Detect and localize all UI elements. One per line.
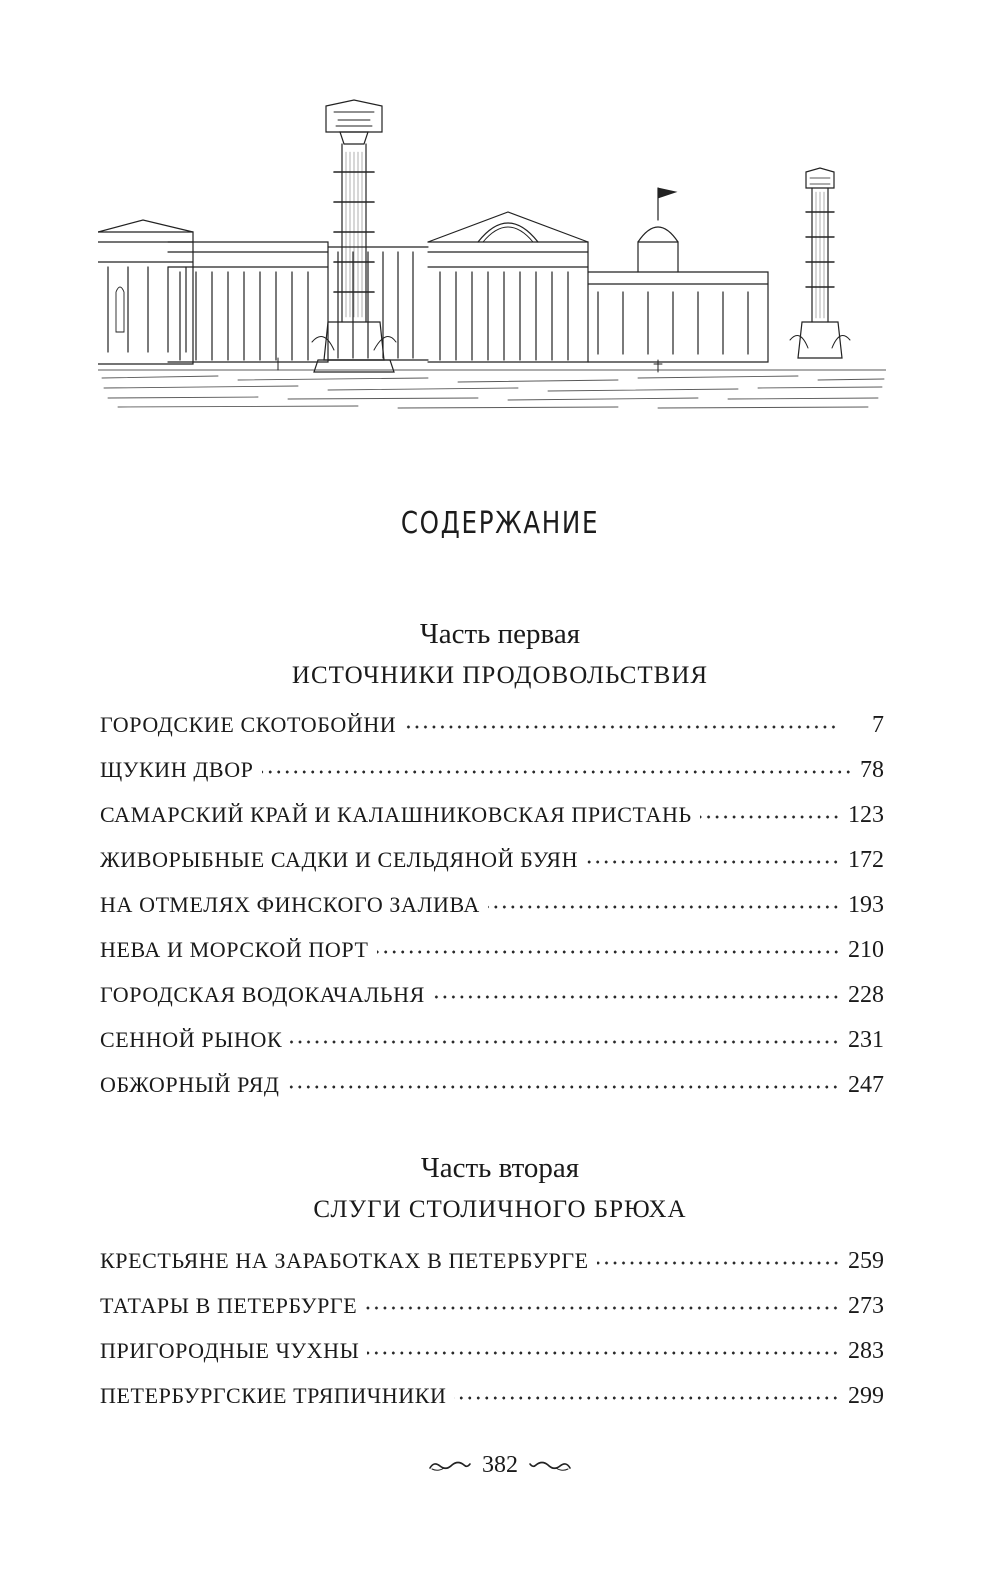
toc-entry-page: 247 [848,1072,884,1098]
dot-leader [377,950,840,954]
part-label: Часть вторая [420,1152,580,1184]
toc-entry-page: 7 [872,712,884,738]
dot-leader [700,815,840,819]
dot-leader [262,770,852,774]
toc-entry-title: СЕННОЙ РЫНОК [100,1027,283,1052]
toc-entry[interactable] [100,802,884,847]
toc-entry-title: САМАРСКИЙ КРАЙ И КАЛАШНИКОВСКАЯ ПРИСТАНЬ [100,802,692,827]
toc-entry[interactable] [100,847,884,892]
toc-entry-page: 193 [848,892,884,918]
toc-entry-page: 78 [860,757,884,783]
toc-entry-title: ГОРОДСКИЕ СКОТОБОЙНИ [100,712,397,737]
toc-entry-page: 210 [848,937,884,963]
toc-entry[interactable] [100,1072,884,1117]
dot-leader [433,995,840,999]
toc-list-part-1 [100,712,884,1117]
dot-leader [488,905,840,909]
toc-entry[interactable] [100,1248,884,1293]
toc-entry-page: 259 [848,1248,884,1274]
toc-entry[interactable] [100,937,884,982]
header-illustration [98,92,886,414]
dot-leader [287,1085,840,1089]
toc-entry-page: 273 [848,1293,884,1319]
contents-title: СОДЕРЖАНИЕ [400,506,600,541]
toc-entry-page: 283 [848,1338,884,1364]
toc-entry[interactable] [100,1338,884,1383]
toc-entry-page: 228 [848,982,884,1008]
page-footer [0,1452,1000,1479]
toc-entry-title: ГОРОДСКАЯ ВОДОКАЧАЛЬНЯ [100,982,425,1007]
dot-leader [290,1040,840,1044]
toc-entry-page: 299 [848,1383,884,1409]
part-title: ИСТОЧНИКИ ПРОДОВОЛЬСТВИЯ [291,662,709,689]
dot-leader [597,1261,840,1265]
toc-entry[interactable] [100,1383,884,1428]
toc-entry-title: ЩУКИН ДВОР [100,757,254,782]
dot-leader [454,1396,840,1400]
swash-ornament-icon [528,1458,572,1474]
toc-entry-title: КРЕСТЬЯНЕ НА ЗАРАБОТКАХ В ПЕТЕРБУРГЕ [100,1248,589,1273]
toc-entry[interactable] [100,982,884,1027]
dot-leader [404,725,838,729]
toc-entry-title: ТАТАРЫ В ПЕТЕРБУРГЕ [100,1293,358,1318]
toc-entry-title: НА ОТМЕЛЯХ ФИНСКОГО ЗАЛИВА [100,892,480,917]
toc-entry-title: НЕВА И МОРСКОЙ ПОРТ [100,937,369,962]
page-number: 382 [482,1452,518,1478]
toc-entry-page: 172 [848,847,884,873]
toc-entry-page: 123 [848,802,884,828]
toc-entry[interactable] [100,1027,884,1072]
swash-ornament-icon [428,1458,472,1474]
engraving-stock-exchange-rostral-columns-icon [98,92,886,414]
toc-entry[interactable] [100,757,884,802]
dot-leader [367,1351,840,1355]
toc-entry-title: ПРИГОРОДНЫЕ ЧУХНЫ [100,1338,360,1363]
toc-entry-page: 231 [848,1027,884,1053]
part-label: Часть первая [419,618,581,650]
toc-entry[interactable] [100,1293,884,1338]
toc-entry[interactable] [100,892,884,937]
toc-entry-title: ПЕТЕРБУРГСКИЕ ТРЯПИЧНИКИ [100,1383,447,1408]
dot-leader [586,860,840,864]
dot-leader [365,1306,840,1310]
part-title: СЛУГИ СТОЛИЧНОГО БРЮХА [313,1196,687,1223]
toc-entry-title: ОБЖОРНЫЙ РЯД [100,1072,280,1097]
toc-entry-title: ЖИВОРЫБНЫЕ САДКИ И СЕЛЬДЯНОЙ БУЯН [100,847,579,872]
toc-list-part-2 [100,1248,884,1428]
toc-entry[interactable] [100,712,884,757]
